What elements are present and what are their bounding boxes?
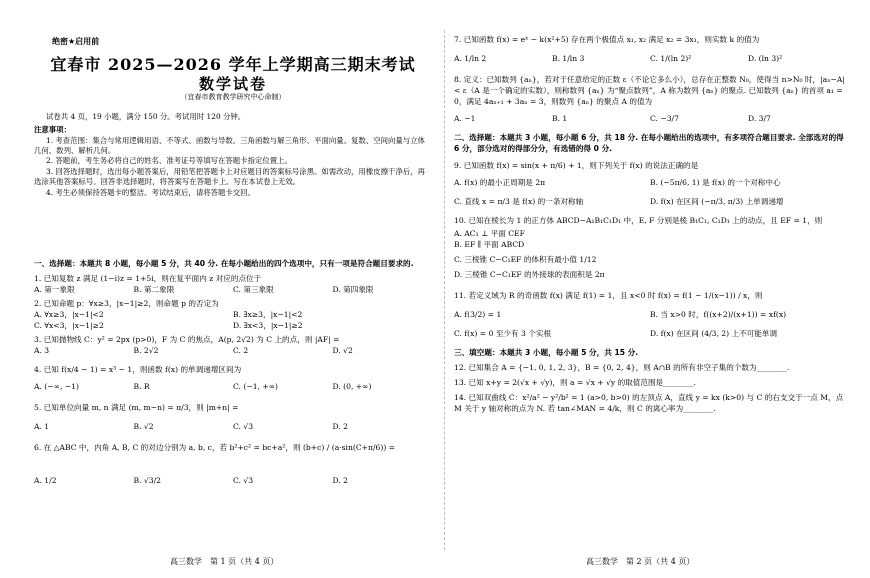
question-options (34, 284, 432, 295)
question-stem: 4. 已知 f(x/4 − 1) = x³ − 1，则函数 f(x) 的单调递增区间为 (34, 365, 242, 374)
option: C. −3/7 (650, 114, 679, 123)
section-three-heading: 三、填空题：本题共 3 小题，每小题 5 分，共 15 分. (454, 348, 639, 357)
option: D. 2 (332, 476, 348, 485)
note-item: 3. 回答选择题时，选出每小题答案后，用铅笔把答题卡上对应题目的答案标号涂黑。如需改动，用橡皮擦干净后，再选涂其他答案标号。回答非选择题时，将答案写在答题卡上。写在本试卷上无效。 (34, 166, 425, 187)
question-stem: 3. 已知抛物线 C：y² = 2px (p>0)，F 为 C 的焦点，A(p, 2√2) 为 C 上的点，则 |AF| = (34, 335, 340, 344)
question-options (454, 309, 846, 320)
right-column (454, 34, 846, 414)
subject-title: 数学试卷 (198, 75, 267, 93)
note-item: 4. 考生必须保持答题卡的整洁。考试结束后，请将答题卡交回。 (46, 187, 255, 197)
option: A. ∀x≥3，|x−1|<2 (34, 310, 104, 319)
note-item: 1. 考查范围：集合与常用逻辑用语、不等式、函数与导数、三角函数与解三角形、平面向量、复数、空间向量与立体几何、数列、解析几何。 (34, 135, 425, 156)
option: C. 2 (233, 346, 249, 355)
option: B. ∃x≥3，|x−1|<2 (233, 310, 303, 319)
option: A. f(3/2) = 1 (454, 310, 502, 319)
issuing-org: （宜春市教育教学研究中心命制） (180, 93, 286, 101)
option: B. EF ∥ 平面 ABCD (454, 240, 525, 249)
notes-title: 注意事项： (34, 125, 71, 135)
option: A. 3 (34, 346, 50, 355)
question-options (34, 421, 432, 432)
section-one-heading: 一、选择题：本题共 8 小题，每小题 5 分，共 40 分. 在每小题给出的四个选项中，只有一项是符合题目要求的. (34, 259, 414, 268)
option: D. √2 (332, 346, 353, 355)
option: B. √2 (133, 422, 154, 431)
option: D. 三棱锥 C−C₁EF 的外接球的表面积是 2π (454, 270, 605, 279)
question-options (454, 196, 846, 207)
question-options (34, 345, 432, 356)
option: A. (−∞, −1) (34, 382, 79, 391)
option: A. 1/2 (34, 476, 57, 485)
fill-question: 13. 已知 x+y = 2(√x + √y)，则 a = √x + √y 的取值范围是________. (454, 378, 696, 387)
question-stem: 5. 已知单位向量 m, n 满足 (m, m−n) = π/3，则 |m+n| = (34, 403, 239, 412)
option: C. 1/(ln 2)² (650, 54, 692, 63)
exam-title: 宜春市 2025—2026 学年上学期高三期末考试 (50, 55, 416, 74)
option: D. f(x) 在区间 (4/3, 2) 上不可能单调 (650, 329, 778, 338)
page-footer-right: 高三数学 第 2 页（共 4 页） (586, 557, 695, 566)
option: B. 1 (552, 114, 568, 123)
fill-question: 12. 已知集合 A = {−1, 0, 1, 2, 3}，B = {0, 2, 4}，则 A∩B 的所有非空子集的个数为________. (454, 363, 790, 372)
question-options (454, 113, 846, 124)
option: C. 第三象限 (233, 285, 274, 294)
question-stem: 8. 定义：已知数列 {aₙ}，若对于任意给定的正数 ε（不论它多么小），总存在正整数 N₀，使得当 n>N₀ 时，|aₙ−A| < ε（A 是一个确定的实数），则称数列 {aₙ} 为“聚点数列”，A 称为数列 {aₙ} 的聚点. 已知数列 {aₙ} 的首项 a₁ = 0，满足 4aₙ₊₁ + 3aₙ = 3，则数列 {aₙ} 的聚点 A 的值为 (454, 75, 845, 106)
option: A. AC₁ ⊥ 平面 CEF (454, 229, 525, 238)
question-stem: 11. 若定义域为 R 的奇函数 f(x) 满足 f(1) = 1，且 x<0 时 f(x) = f(1 − 1/(x−1)) / x，则 (454, 291, 763, 300)
question-options (454, 177, 846, 188)
section-two-heading: 二、选择题：本题共 3 小题，每小题 6 分，共 18 分. 在每小题给出的选项中，有多项符合题目要求. 全部选对的得 6 分，部分选对的得部分分，有选错的得 0 分. (454, 133, 844, 153)
question-options (34, 309, 432, 320)
option: C. √3 (233, 476, 254, 485)
question-stem: 10. 已知在棱长为 1 的正方体 ABCD−A₁B₁C₁D₁ 中，E, F 分别是棱 B₁C₁, C₁D₁ 上的动点，且 EF = 1，则 (454, 216, 823, 225)
question-stem: 7. 已知函数 f(x) = eˣ − k(x²+5) 存在两个极值点 x₁, x₂ 满足 x₂ = 3x₁，则实数 k 的值为 (454, 35, 760, 44)
option: D. (0, +∞) (332, 382, 372, 391)
option: B. √3/2 (133, 476, 161, 485)
option: C. √3 (233, 422, 254, 431)
option: D. (ln 3)² (748, 54, 783, 63)
question-options (34, 381, 432, 392)
option: D. 3/7 (748, 114, 771, 123)
option: A. 1/ln 2 (454, 54, 487, 63)
option: D. ∃x<3，|x−1|≥2 (233, 321, 303, 330)
question-options (34, 475, 432, 486)
instructions (34, 112, 432, 198)
option: D. f(x) 在区间 (−π/3, π/3) 上单调递增 (650, 197, 784, 206)
option: B. R (133, 382, 150, 391)
option: B. 2√2 (133, 346, 159, 355)
question-options (454, 328, 846, 339)
question-stem: 6. 在 △ABC 中，内角 A, B, C 的对边分别为 a, b, c，若 b²+c² = bc+a²，则 (b+c) / (a·sin(C+π/6)) = (34, 443, 396, 452)
section-one (34, 258, 432, 486)
option: C. f(x) = 0 至少有 3 个实根 (454, 329, 552, 338)
note-item: 2. 答题前，考生务必将自己的姓名、准考证号等填写在答题卡指定位置上。 (46, 156, 292, 166)
page-footer-left: 高三数学 第 1 页（共 4 页） (170, 557, 279, 566)
option: C. ∀x<3，|x−1|≥2 (34, 321, 104, 330)
option: A. −1 (454, 114, 476, 123)
option: D. 第四象限 (332, 285, 374, 294)
fill-question: 14. 已知双曲线 C：x²/a² − y²/b² = 1 (a>0, b>0) 的左顶点 A，直线 y = kx (k>0) 与 C 的右支交于一点 M，点 M 关于 y 轴对称的点为 N. 若 tan∠MAN = 4/k，则 C 的离心率为________. (454, 393, 844, 413)
column-divider (444, 30, 445, 550)
option: B. 当 x>0 时，f((x+2)/(x+1)) = xf(x) (650, 310, 787, 319)
option: C. (−1, +∞) (233, 382, 279, 391)
confidential-mark: 绝密★启用前 (52, 37, 100, 46)
question-stem: 1. 已知复数 z 满足 (1−i)z = 1+5i，则在复平面内 z 对应的点位于 (34, 274, 262, 283)
option: C. 三棱锥 C−C₁EF 的体积有最小值 1/12 (454, 255, 597, 264)
option: A. 1 (34, 422, 50, 431)
option: A. 第一象限 (34, 285, 75, 294)
question-stem: 9. 已知函数 f(x) = sin(x + π/6) + 1，则下列关于 f(x) 的说法正确的是 (454, 161, 699, 170)
question-options (34, 320, 432, 331)
question-stem: 2. 已知命题 p：∀x≥3，|x−1|≥2，则命题 p 的否定为 (34, 299, 219, 308)
option: B. 第二象限 (133, 285, 175, 294)
exam-summary: 试卷共 4 页，19 小题，满分 150 分。考试用时 120 分钟。 (46, 112, 246, 121)
option: B. 1/ln 3 (552, 54, 585, 63)
question-options (454, 53, 846, 64)
option: A. f(x) 的最小正周期是 2π (454, 178, 546, 187)
option: B. (−5π/6, 1) 是 f(x) 的一个对称中心 (650, 178, 781, 187)
option: C. 直线 x = π/3 是 f(x) 的一条对称轴 (454, 197, 584, 206)
option: D. 2 (332, 422, 348, 431)
